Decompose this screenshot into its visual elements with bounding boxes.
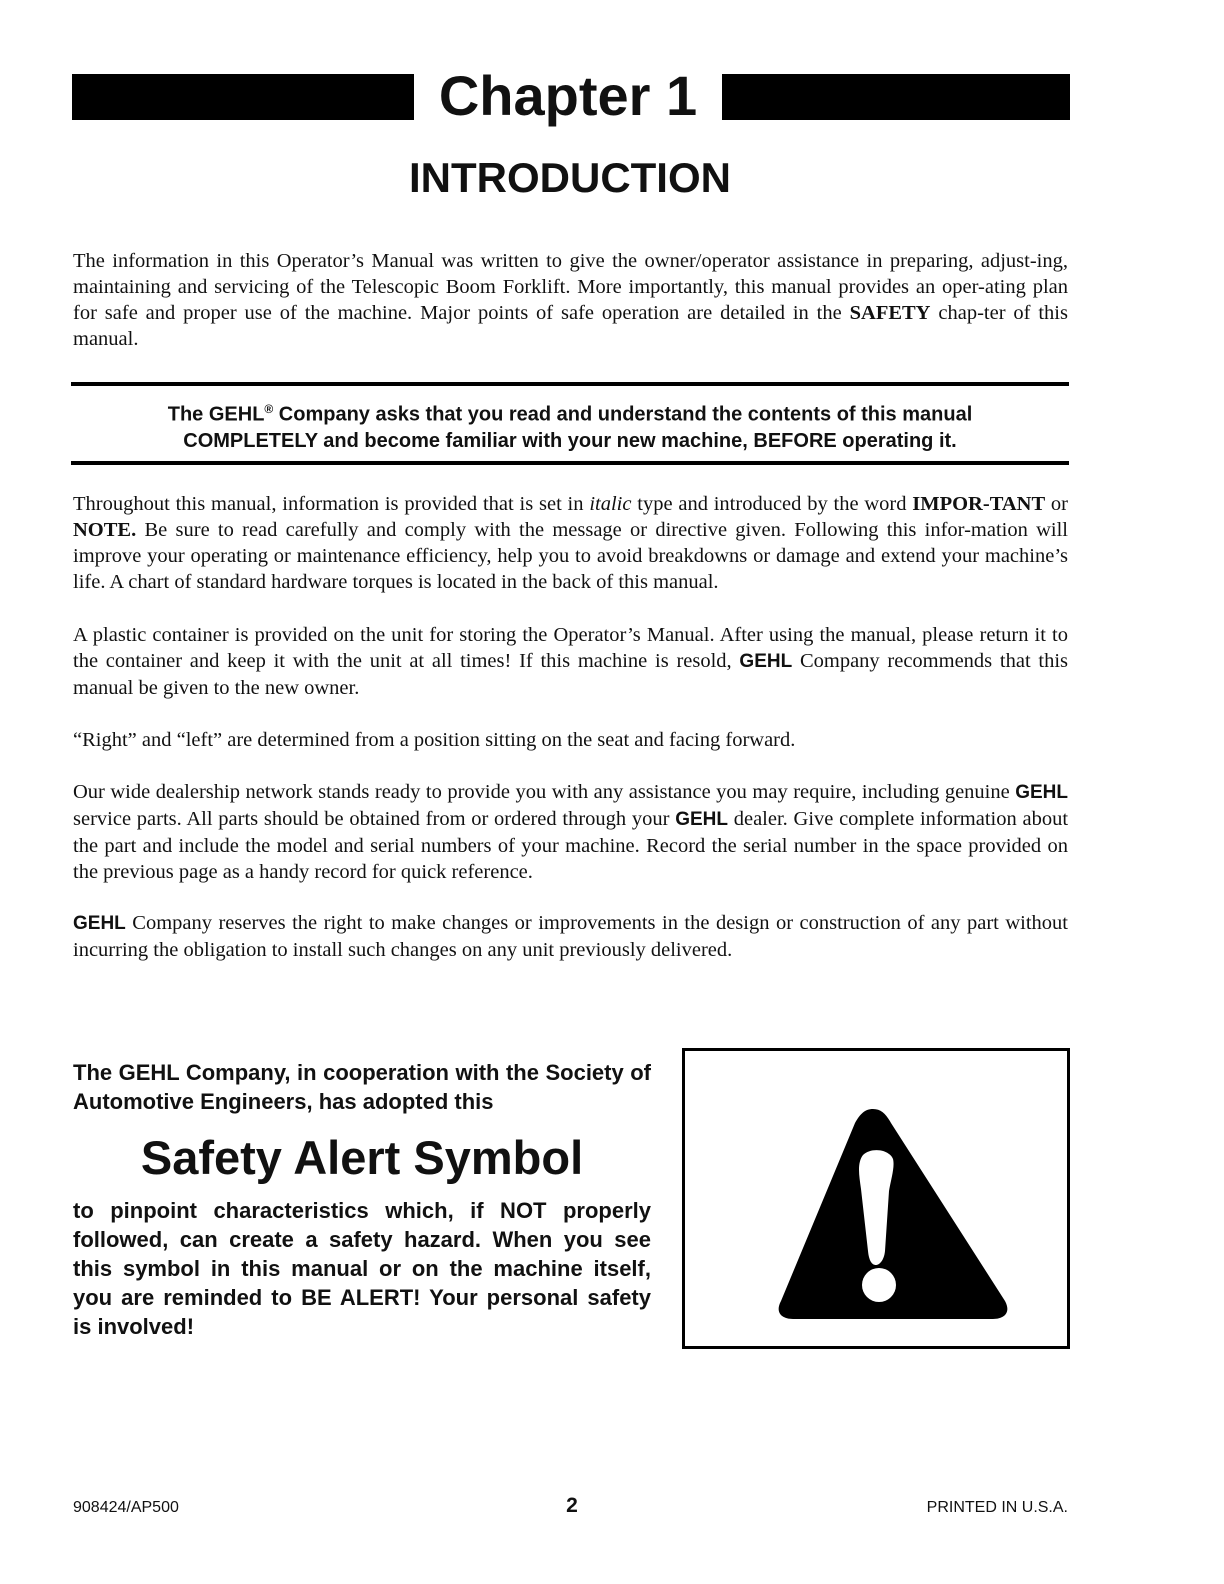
safety-alert-intro: The GEHL Company, in cooperation with the Society of Automotive Engineers, has adopted this <box>73 1060 651 1114</box>
warning-triangle-icon <box>685 1051 1067 1346</box>
safety-symbol-box <box>682 1048 1070 1349</box>
chapter-bar-left <box>72 74 414 120</box>
safety-alert-heading: Safety Alert Symbol <box>140 1131 584 1184</box>
safety-alert-text <box>73 1058 651 1341</box>
document-number: 908424/AP500 <box>73 1499 179 1516</box>
right-left-paragraph: “Right” and “left” are determined from a position sitting on the seat and facing forward. <box>73 729 796 751</box>
chapter-header <box>72 66 1070 126</box>
chapter-title: Chapter 1 <box>438 64 698 127</box>
changes-paragraph: GEHL Company reserves the right to make changes or improvements in the design or construction of any part without incurring the obligation to install such changes on any unit previously delivered. <box>73 912 1068 961</box>
notice-box <box>71 396 1069 454</box>
container-paragraph: A plastic container is provided on the unit for storing the Operator’s Manual. After using the manual, please return it to the container and keep it with the unit at all times! If this machine is resold, GEHL Company recommends that this manual be given to the new owner. <box>73 624 1068 699</box>
italic-note-paragraph: Throughout this manual, information is provided that is set in italic type and introduced by the word IMPOR-TANT or NOTE. Be sure to read carefully and comply with the message or directive given. Following this infor-mation will improve your operating or maintenance efficiency, help you to avoid breakdowns or damage and extend your machine’s life. A chart of standard hardware torques is located in the back of this manual. <box>73 493 1069 593</box>
intro-paragraph: The information in this Operator’s Manual was written to give the owner/operator assistance in preparing, adjust-ing, maintaining and servicing of the Telescopic Boom Forklift. More importantly, this manual provides an oper-ating plan for safe and proper use of the machine. Major points of safe operation are detailed in the SAFETY chap-ter of this manual. <box>73 250 1068 350</box>
dealership-paragraph: Our wide dealership network stands ready to provide you with any assistance you may require, including genuine GEHL service parts. All parts should be obtained from or ordered through your GEHL dealer. Give complete information about the part and include the model and serial numbers of your machine. Record the serial number in the space provided on the previous page as a handy record for quick reference. <box>73 781 1069 883</box>
page-number: 2 <box>566 1494 578 1517</box>
notice-line-1: The GEHL® Company asks that you read and understand the contents of this manual <box>167 402 973 426</box>
notice-line-2: COMPLETELY and become familiar with your new machine, BEFORE operating it. <box>183 429 957 452</box>
section-title: INTRODUCTION <box>409 154 731 201</box>
printed-in: PRINTED IN U.S.A. <box>926 1499 1068 1516</box>
notice-rule-bottom <box>71 461 1069 465</box>
chapter-bar-right <box>722 74 1070 120</box>
safety-alert-body: to pinpoint characteristics which, if NOT properly followed, can create a safety hazard. When you see this symbol in this manual or on the machine itself, you are reminded to BE ALERT! Your personal safety is involved! <box>73 1198 651 1339</box>
notice-rule-top <box>71 382 1069 386</box>
